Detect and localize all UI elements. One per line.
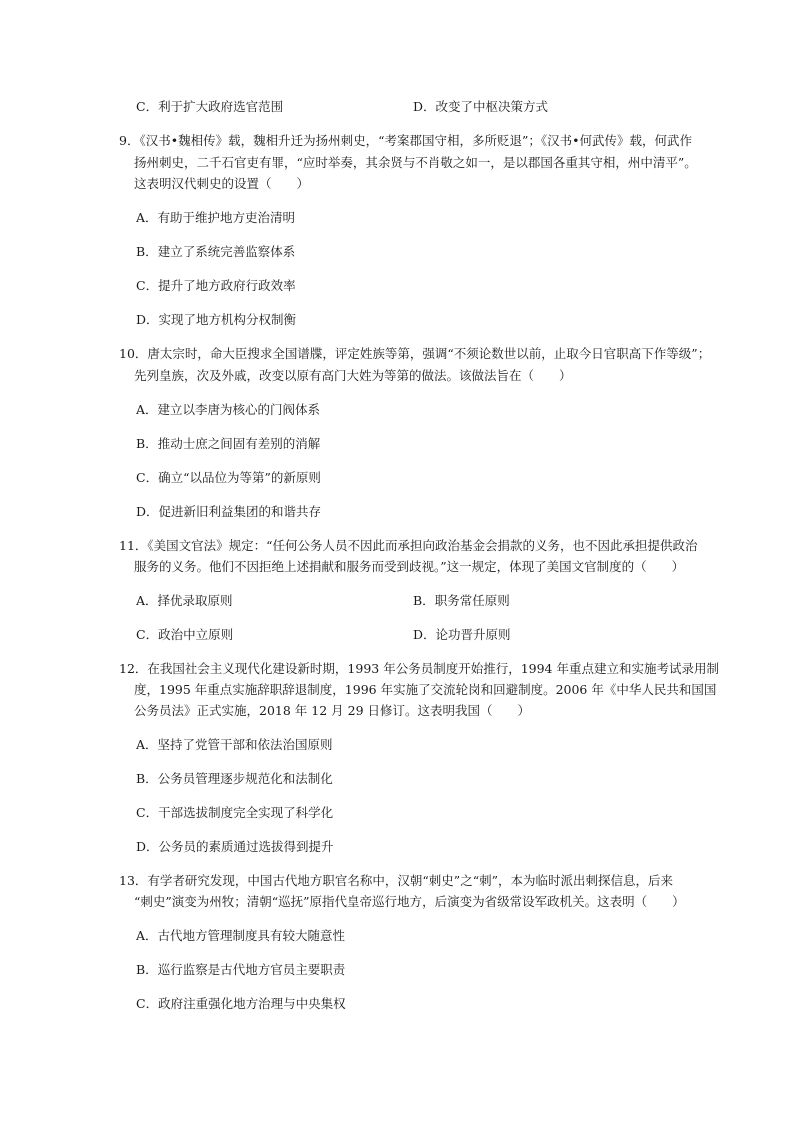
question-13-stem-line-1 — [119, 873, 673, 889]
option-text: 提升了地方政府行政效率 — [158, 278, 296, 293]
option-d — [413, 99, 548, 115]
option-label: C． — [136, 627, 159, 642]
stem-text: 唐太宗时，命大臣搜求全国谱牒，评定姓族等第，强调“不须论数世以前，止取今日官职高下作等级”； — [147, 346, 711, 361]
question-9-stem-line-1 — [119, 133, 692, 149]
option-label: A． — [136, 210, 158, 225]
stem-text: 《美国文官法》规定：“任何公务人员不因此而承担向政治基金会捐款的义务，也不因此承担提供政治 — [147, 538, 698, 553]
option-text: 巡行监察是古代地方官员主要职责 — [157, 962, 346, 977]
question-9-option-a — [136, 210, 295, 226]
option-text: 建立以李唐为核心的门阀体系 — [157, 402, 321, 417]
question-13-option-b — [136, 962, 345, 978]
option-label: D． — [413, 99, 436, 114]
option-text: 政府注重强化地方治理与中央集权 — [158, 996, 346, 1011]
question-9-option-d — [136, 312, 296, 328]
option-label: D． — [413, 627, 436, 642]
question-9-option-c — [136, 278, 296, 294]
option-text: 择优录取原则 — [157, 593, 233, 608]
question-number: 11． — [119, 538, 148, 553]
question-12-option-c — [136, 805, 333, 821]
question-number: 10． — [119, 346, 148, 361]
question-10-stem-line-2: 先列皇族，次及外戚，改变以原有高门大姓为等第的做法。该做法旨在（ ） — [134, 368, 572, 383]
option-text: 职务常任原则 — [434, 593, 510, 608]
option-text: 促进新旧利益集团的和谐共存 — [158, 504, 322, 519]
option-label: B． — [136, 771, 158, 786]
question-9-stem-line-3: 这表明汉代刺史的设置（ ） — [134, 176, 310, 191]
question-11-option-d — [413, 627, 511, 643]
question-11-stem-line-1 — [119, 538, 698, 554]
option-label: B． — [136, 244, 158, 259]
question-13-option-c — [136, 996, 346, 1012]
question-11-stem-line-2: 服务的义务。他们不因拒绝上述捐献和服务而受到歧视。”这一规定，体现了美国文官制度的（ ） — [134, 559, 685, 574]
option-label: C． — [136, 470, 159, 485]
option-text: 论功晋升原则 — [435, 627, 511, 642]
option-label: A． — [136, 402, 158, 417]
option-text: 有助于维护地方吏治清明 — [157, 210, 296, 225]
question-12-option-a — [136, 737, 333, 753]
option-text: 推动士庶之间固有差别的消解 — [157, 436, 321, 451]
question-12-option-b — [136, 771, 333, 787]
option-text: 公务员的素质通过选拔得到提升 — [158, 839, 334, 854]
question-number: 13． — [119, 873, 148, 888]
question-10-option-b — [136, 436, 320, 452]
option-label: C． — [136, 99, 159, 114]
question-13-stem-line-2: “刺史”演变为州牧；清朝“巡抚”原指代皇帝巡行地方，后演变为省级常设军政机关。这表明（ ） — [134, 894, 685, 909]
question-10-stem-line-1 — [119, 346, 710, 362]
stem-text: 《汉书•魏相传》载，魏相升迁为扬州刺史，“考案郡国守相，多所贬退”；《汉书•何武传》载，何武作 — [139, 133, 692, 148]
question-11-option-a — [136, 593, 233, 609]
option-label: A． — [136, 593, 158, 608]
option-text: 坚持了党管干部和依法治国原则 — [157, 737, 333, 752]
option-text: 干部选拔制度完全实现了科学化 — [158, 805, 334, 820]
option-label: A． — [136, 928, 158, 943]
option-text: 实现了地方机构分权制衡 — [158, 312, 297, 327]
question-12-option-d — [136, 839, 334, 855]
stem-text: 有学者研究发现，中国古代地方职官名称中，汉朝“刺史”之“刺”，本为临时派出刺探信息，后来 — [147, 873, 673, 888]
question-12-stem-line-3: 公务员法》正式实施，2018 年 12 月 29 日修订。这表明我国（ ） — [134, 703, 530, 718]
question-10-option-d — [136, 504, 321, 520]
option-label: A． — [136, 737, 158, 752]
option-text: 确立“以品位为等第”的新原则 — [158, 470, 321, 485]
option-label: C． — [136, 805, 159, 820]
option-text: 公务员管理逐步规范化和法制化 — [157, 771, 333, 786]
option-text: 建立了系统完善监察体系 — [157, 244, 296, 259]
option-text: 政治中立原则 — [158, 627, 234, 642]
question-12-stem-line-1 — [119, 661, 719, 677]
option-text: 改变了中枢决策方式 — [435, 99, 549, 114]
question-12-stem-line-2: 度，1995 年重点实施辞职辞退制度，1996 年实施了交流轮岗和回避制度。2006 年《中华人民共和国国 — [134, 682, 717, 697]
option-label: B． — [136, 962, 158, 977]
question-10-option-a — [136, 402, 320, 418]
question-10-option-c — [136, 470, 321, 486]
option-label: B． — [136, 436, 158, 451]
stem-text: 在我国社会主义现代化建设新时期，1993 年公务员制度开始推行，1994 年重点建立和实施考试录用制 — [147, 661, 719, 676]
option-label: C． — [136, 996, 159, 1011]
question-number: 9． — [119, 133, 140, 148]
option-c — [136, 99, 283, 115]
option-label: D． — [136, 839, 159, 854]
option-label: C． — [136, 278, 159, 293]
option-label: D． — [136, 312, 159, 327]
question-9-option-b — [136, 244, 295, 260]
question-11-option-c — [136, 627, 233, 643]
option-text: 古代地方管理制度具有较大随意性 — [157, 928, 346, 943]
option-text: 利于扩大政府选官范围 — [158, 99, 284, 114]
option-label: D． — [136, 504, 159, 519]
question-11-option-b — [413, 593, 510, 609]
option-label: B． — [413, 593, 435, 608]
question-9-stem-line-2: 扬州刺史，二千石官吏有罪，“应时举奏，其余贤与不肖敬之如一，是以郡国各重其守相，州中清平”。 — [134, 155, 697, 170]
question-13-option-a — [136, 928, 345, 944]
question-number: 12． — [119, 661, 148, 676]
